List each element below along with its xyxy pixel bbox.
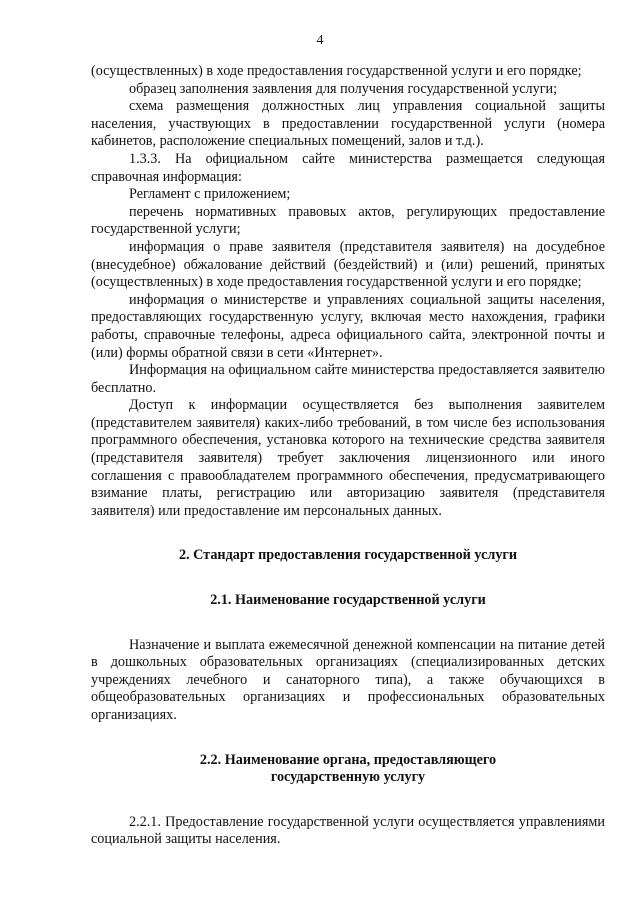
subsection-heading: 2.1. Наименование государственной услуги <box>210 592 486 609</box>
paragraph: 2.2.1. Предоставление государственной услуги осуществляется управлениями социальной защиты населения. <box>91 813 605 848</box>
section-heading: 2. Стандарт предоставления государственной услуги <box>178 547 518 564</box>
page-number: 4 <box>316 33 324 48</box>
paragraph: перечень нормативных правовых актов, регулирующих предоставление государственной услуги; <box>91 203 605 238</box>
paragraph: Информация на официальном сайте министерства предоставляется заявителю бесплатно. <box>91 362 605 396</box>
document-body <box>91 63 605 849</box>
paragraph: образец заполнения заявления для получения государственной услуги; <box>129 80 558 97</box>
subsection-heading-line: государственную услугу <box>270 769 426 786</box>
paragraph: Регламент с приложением; <box>129 186 291 203</box>
paragraph: информация о министерстве и управлениях социальной защиты населения, предоставляющих государственную услугу, включая место нахождения, графики работы, справочные телефоны, адреса официального сайта, электронной почты и (или) формы обратной связи в сети «Интернет». <box>91 291 605 361</box>
paragraph: (осуществленных) в ходе предоставления государственной услуги и его порядке; <box>91 63 582 79</box>
subsection-heading-line: 2.2. Наименование органа, предоставляющего <box>199 751 497 768</box>
paragraph: информация о праве заявителя (представителя заявителя) на досудебное (внесудебное) обжалование действий (бездействий) и (или) решений, принятых (осуществленных) в ходе предоставления государственной услуги и его порядке; <box>91 238 605 291</box>
paragraph: схема размещения должностных лиц управления социальной защиты населения, участвующих в предоставлении государственной услуги (номера кабинетов, расположение специальных помещений, залов и т.д.). <box>91 98 605 150</box>
subsection-heading <box>91 752 605 787</box>
paragraph: Назначение и выплата ежемесячной денежной компенсации на питание детей в дошкольных образовательных организациях (специализированных детских учреждениях лечебного и санаторного типа), а также обучающихся в общеобразовательных организациях и профессиональных образовательных организациях. <box>91 636 605 723</box>
paragraph: Доступ к информации осуществляется без выполнения заявителем (представителем заявителя) каких-либо требований, в том числе без использования программного обеспечения, установка которого на технические средства заявителя (представителя заявителя) требует заключения лицензионного или иного соглашения с правообладателем программного обеспечения, предусматривающего взимание платы, регистрацию или авторизацию заявителя (представителя заявителя) или предоставление им персональных данных. <box>91 397 605 519</box>
paragraph: 1.3.3. На официальном сайте министерства размещается следующая справочная информация: <box>91 150 605 185</box>
